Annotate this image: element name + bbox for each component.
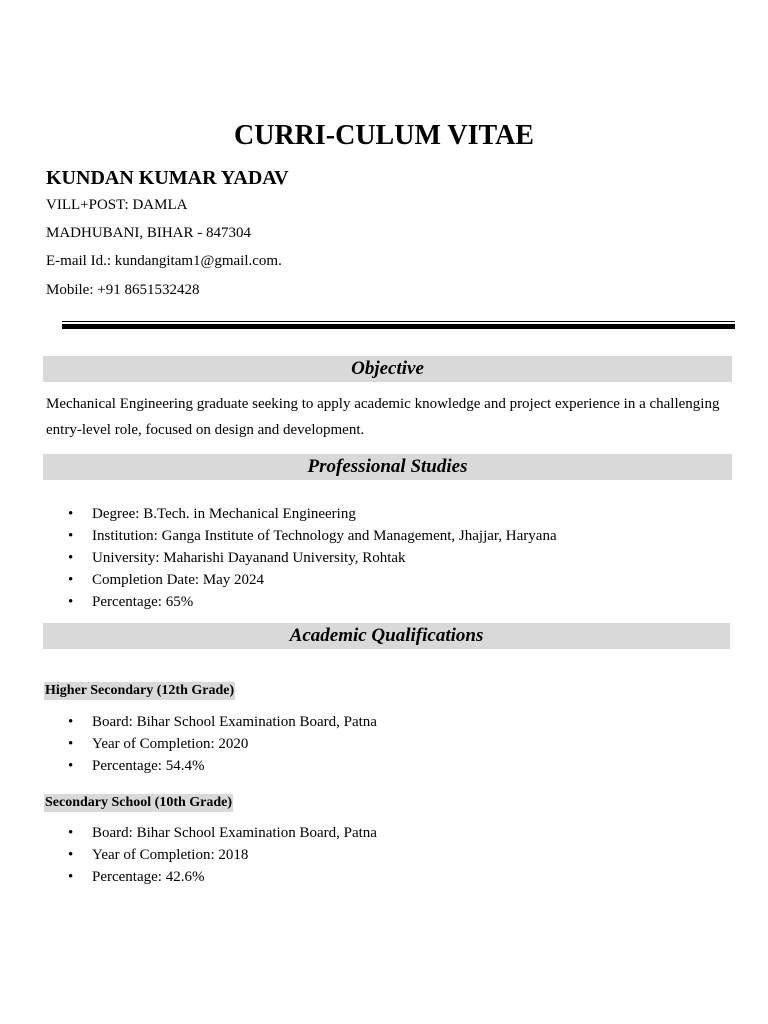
bullet-icon: • — [68, 572, 74, 588]
secondary-school-label: Secondary School (10th Grade) — [45, 795, 233, 810]
objective-line-2: entry-level role, focused on design and development. — [46, 422, 365, 438]
list-item: • Year of Completion: 2018 — [68, 844, 377, 866]
list-item: • Year of Completion: 2020 — [68, 733, 377, 755]
list-item: • Institution: Ganga Institute of Technology and Management, Jhajjar, Haryana — [68, 525, 557, 547]
bullet-icon: • — [68, 825, 74, 841]
bullet-icon: • — [68, 528, 74, 544]
higher-secondary-label: Higher Secondary (12th Grade) — [45, 683, 235, 698]
professional-studies-heading: Professional Studies — [43, 454, 732, 480]
header-divider-thin — [62, 321, 735, 322]
bullet-icon: • — [68, 869, 74, 885]
address-line-1: VILL+POST: DAMLA — [46, 197, 188, 213]
objective-line-1: Mechanical Engineering graduate seeking to apply academic knowledge and project experience in a challenging — [46, 396, 720, 412]
mobile-line: Mobile: +91 8651532428 — [46, 282, 200, 298]
academic-qualifications-heading: Academic Qualifications — [43, 623, 730, 649]
professional-studies-list — [68, 503, 557, 613]
bullet-icon: • — [68, 847, 74, 863]
list-item: • Percentage: 65% — [68, 591, 557, 613]
list-item: • Completion Date: May 2024 — [68, 569, 557, 591]
bullet-icon: • — [68, 506, 74, 522]
address-line-2: MADHUBANI, BIHAR - 847304 — [46, 225, 251, 241]
bullet-icon: • — [68, 736, 74, 752]
list-item: • University: Maharishi Dayanand University, Rohtak — [68, 547, 557, 569]
bullet-icon: • — [68, 714, 74, 730]
list-item: • Percentage: 42.6% — [68, 866, 377, 888]
secondary-school-list — [68, 822, 377, 888]
header-divider-thick — [62, 324, 735, 329]
higher-secondary-list — [68, 711, 377, 777]
list-item: • Board: Bihar School Examination Board, Patna — [68, 711, 377, 733]
list-item: • Percentage: 54.4% — [68, 755, 377, 777]
email-line: E-mail Id.: kundangitam1@gmail.com. — [46, 253, 282, 269]
list-item: • Board: Bihar School Examination Board, Patna — [68, 822, 377, 844]
bullet-icon: • — [68, 758, 74, 774]
list-item: • Degree: B.Tech. in Mechanical Engineering — [68, 503, 557, 525]
bullet-icon: • — [68, 550, 74, 566]
objective-heading: Objective — [43, 356, 732, 382]
document-title: CURRI-CULUM VITAE — [234, 120, 534, 151]
bullet-icon: • — [68, 594, 74, 610]
objective-text — [46, 391, 736, 443]
candidate-name: KUNDAN KUMAR YADAV — [46, 167, 289, 189]
